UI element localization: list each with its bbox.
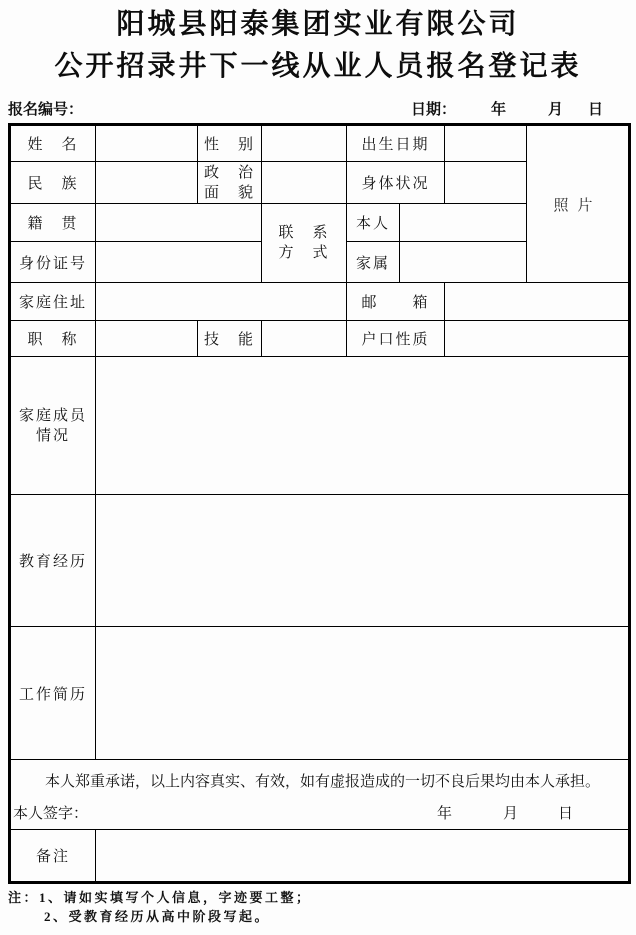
gender-label: 性 别 (198, 125, 262, 162)
birth-date-value-cell (445, 125, 527, 162)
registration-table (8, 123, 631, 884)
table-row (10, 760, 630, 830)
education-label: 教育经历 (10, 495, 96, 627)
signature-label: 本人签字： (13, 805, 89, 822)
date-label: 日期： (411, 102, 457, 118)
name-value-cell (96, 125, 198, 162)
form-title-line1: 阳城县阳泰集团实业有限公司 (116, 9, 520, 40)
id-number-value-cell (96, 242, 262, 283)
remark-value-cell (96, 830, 630, 883)
commitment-cell (10, 760, 630, 830)
footnote-line2: 2、受教育经历从高中阶段写起。 (44, 909, 271, 924)
email-value-cell (445, 283, 630, 321)
signature-month-label: 月 (503, 805, 519, 822)
family-members-value-cell (96, 357, 630, 495)
name-label: 姓 名 (10, 125, 96, 162)
ethnicity-label: 民 族 (10, 162, 96, 204)
table-row (10, 495, 630, 627)
contact-label (262, 204, 347, 283)
job-title-value-cell (96, 321, 198, 357)
form-title-line2: 公开招录井下一线从业人员报名登记表 (54, 51, 582, 82)
work-history-value-cell (96, 627, 630, 760)
date-month-label: 月 (548, 102, 564, 118)
table-row (10, 321, 630, 357)
email-label: 邮 箱 (347, 283, 445, 321)
birth-date-label: 出生日期 (347, 125, 445, 162)
skill-value-cell (262, 321, 347, 357)
ethnicity-value-cell (96, 162, 198, 204)
signature-year-label: 年 (437, 805, 453, 822)
table-row (10, 125, 630, 162)
political-status-value-cell (262, 162, 347, 204)
table-row (10, 627, 630, 760)
political-status-label-line1: 政 治 (203, 164, 255, 181)
registration-number-label: 报名编号： (8, 102, 84, 118)
contact-self-label: 本人 (347, 204, 400, 242)
political-status-label (198, 162, 262, 204)
footnote-line1: 注：1、请如实填写个人信息，字迹要工整； (8, 890, 312, 905)
date-year-label: 年 (491, 102, 507, 118)
commitment-text: 本人郑重承诺，以上内容真实、有效，如有虚报造成的一切不良后果均由本人承担。 (45, 773, 601, 790)
household-type-value-cell (445, 321, 630, 357)
political-status-label-line2: 面 貌 (203, 184, 255, 201)
skill-label: 技 能 (198, 321, 262, 357)
signature-row (11, 798, 628, 828)
home-address-label: 家庭住址 (10, 283, 96, 321)
contact-self-value-cell (400, 204, 527, 242)
family-members-label-line2: 情况 (35, 427, 70, 444)
contact-label-line1: 联 系 (278, 225, 330, 241)
contact-label-line2: 方 式 (278, 245, 330, 261)
date-day-label: 日 (588, 102, 604, 118)
contact-family-label: 家属 (347, 242, 400, 283)
form-title (0, 0, 636, 88)
job-title-label: 职 称 (10, 321, 96, 357)
native-place-value-cell (96, 204, 262, 242)
household-type-label: 户口性质 (347, 321, 445, 357)
health-value-cell (445, 162, 527, 204)
id-number-label: 身份证号 (10, 242, 96, 283)
meta-row (8, 96, 628, 120)
table-row (10, 357, 630, 495)
table-row (10, 830, 630, 883)
work-history-label: 工作简历 (10, 627, 96, 760)
table-row (10, 283, 630, 321)
remark-label: 备注 (10, 830, 96, 883)
contact-family-value-cell (400, 242, 527, 283)
native-place-label: 籍 贯 (10, 204, 96, 242)
home-address-value-cell (96, 283, 347, 321)
family-members-label-line1: 家庭成员 (18, 407, 87, 424)
signature-day-label: 日 (558, 805, 574, 822)
family-members-label (10, 357, 96, 495)
health-label: 身体状况 (347, 162, 445, 204)
education-value-cell (96, 495, 630, 627)
photo-box: 照片 (527, 125, 630, 283)
footnotes (8, 888, 636, 926)
gender-value-cell (262, 125, 347, 162)
